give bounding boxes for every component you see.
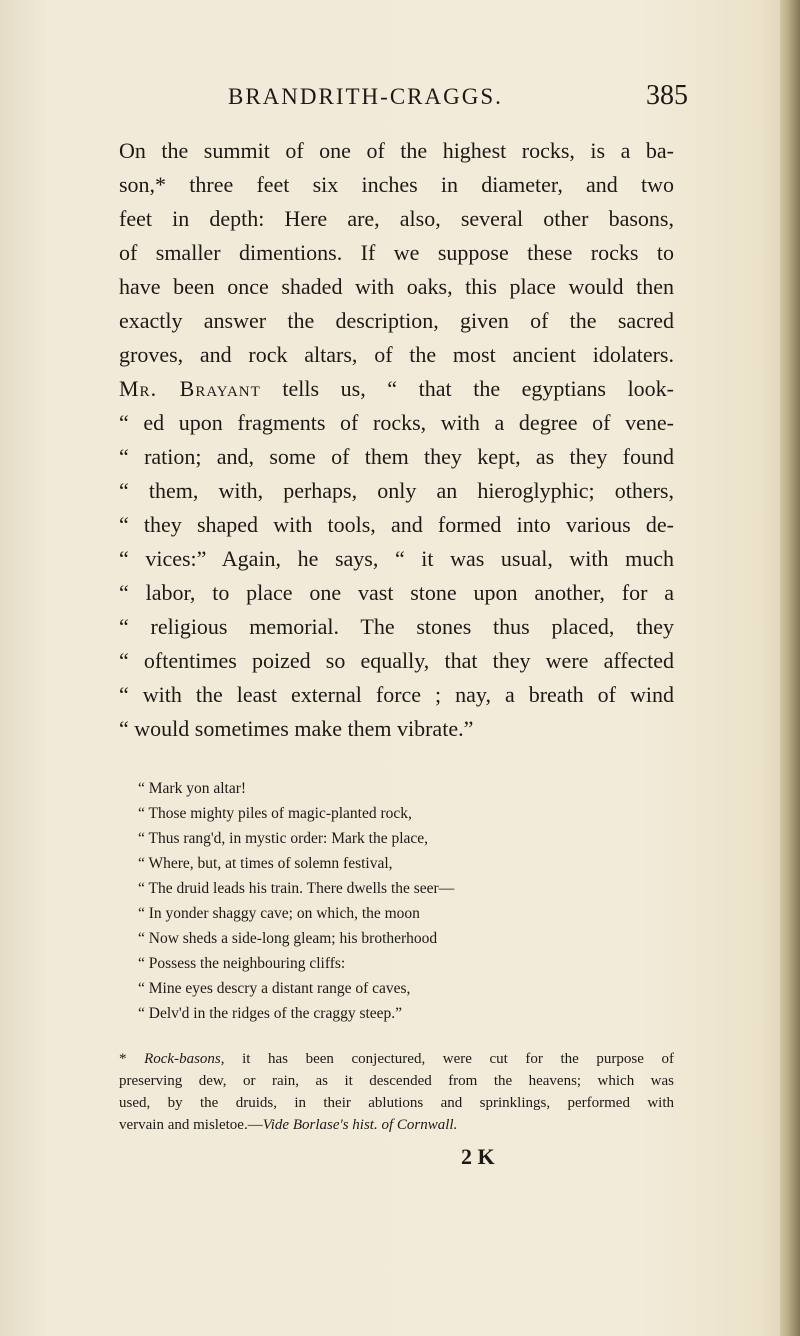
verse-line: “ Where, but, at times of solemn festival,	[138, 855, 393, 872]
body-line: groves, and rock altars, of the most ancient idolaters.	[119, 342, 674, 367]
quote-line: “ labor, to place one vast stone upon another, for a	[119, 580, 674, 605]
page-edge	[780, 0, 800, 1336]
main-paragraph	[119, 134, 674, 746]
author-name: Mr. Brayant	[119, 376, 261, 401]
quote-line: “ they shaped with tools, and formed into various de-	[119, 512, 674, 537]
quote-line: “ with the least external force ; nay, a breath of wind	[119, 682, 674, 707]
body-line-rest: tells us, “ that the egyptians look-	[260, 376, 675, 401]
verse-line: “ Mine eyes descry a distant range of caves,	[138, 980, 411, 997]
verse-line: “ Mark yon altar!	[138, 780, 247, 797]
body-line: feet in depth: Here are, also, several other basons,	[119, 206, 674, 231]
page-number: 385	[646, 80, 688, 111]
footnote-text: vervain and misletoe.—	[119, 1117, 263, 1133]
footnote-citation: Vide Borlase's hist. of Cornwall.	[262, 1117, 458, 1133]
body-line: son,* three feet six inches in diameter, and two	[119, 172, 674, 197]
footnote-marker: *	[119, 1051, 145, 1067]
verse-line: “ Now sheds a side-long gleam; his brotherhood	[138, 930, 438, 947]
footnote	[119, 1048, 674, 1136]
footnote-text: , it has been conjectured, were cut for the purpose of	[220, 1051, 674, 1067]
signature-mark: 2 K	[461, 1144, 495, 1169]
verse-line: “ Delv'd in the ridges of the craggy steep.”	[138, 1005, 403, 1022]
verse-line: “ Possess the neighbouring cliffs:	[138, 955, 346, 972]
verse-quotation	[138, 776, 638, 1026]
quote-line: “ would sometimes make them vibrate.”	[119, 716, 474, 741]
quote-line: “ oftentimes poized so equally, that they were affected	[119, 648, 674, 673]
quote-line: “ ed upon fragments of rocks, with a degree of vene-	[119, 410, 674, 435]
verse-line: “ In yonder shaggy cave; on which, the moon	[138, 905, 420, 922]
footnote-line	[119, 1114, 674, 1136]
running-title: BRANDRITH-CRAGGS.	[228, 84, 503, 109]
quote-line: “ vices:” Again, he says, “ it was usual, with much	[119, 546, 674, 571]
running-head	[228, 80, 688, 114]
quote-line: “ religious memorial. The stones thus placed, they	[119, 614, 674, 639]
body-line: On the summit of one of the highest rocks, is a ba-	[119, 138, 674, 163]
footnote-line: preserving dew, or rain, as it descended from the heavens; which was	[119, 1073, 674, 1089]
footnote-line	[119, 1048, 674, 1070]
body-line: of smaller dimentions. If we suppose these rocks to	[119, 240, 674, 265]
quote-line: “ ration; and, some of them they kept, as they found	[119, 444, 674, 469]
footnote-term: Rock-basons	[144, 1051, 221, 1067]
quote-line: “ them, with, perhaps, only an hieroglyphic; others,	[119, 478, 674, 503]
footnote-line: used, by the druids, in their ablutions and sprinklings, performed with	[119, 1095, 674, 1111]
verse-line: “ Those mighty piles of magic-planted rock,	[138, 805, 412, 822]
body-line-bryant	[119, 372, 674, 406]
verse-line: “ Thus rang'd, in mystic order: Mark the place,	[138, 830, 429, 847]
body-line: exactly answer the description, given of the sacred	[119, 308, 674, 333]
body-line: have been once shaded with oaks, this place would then	[119, 274, 674, 299]
verse-line: “ The druid leads his train. There dwells the seer—	[138, 880, 455, 897]
